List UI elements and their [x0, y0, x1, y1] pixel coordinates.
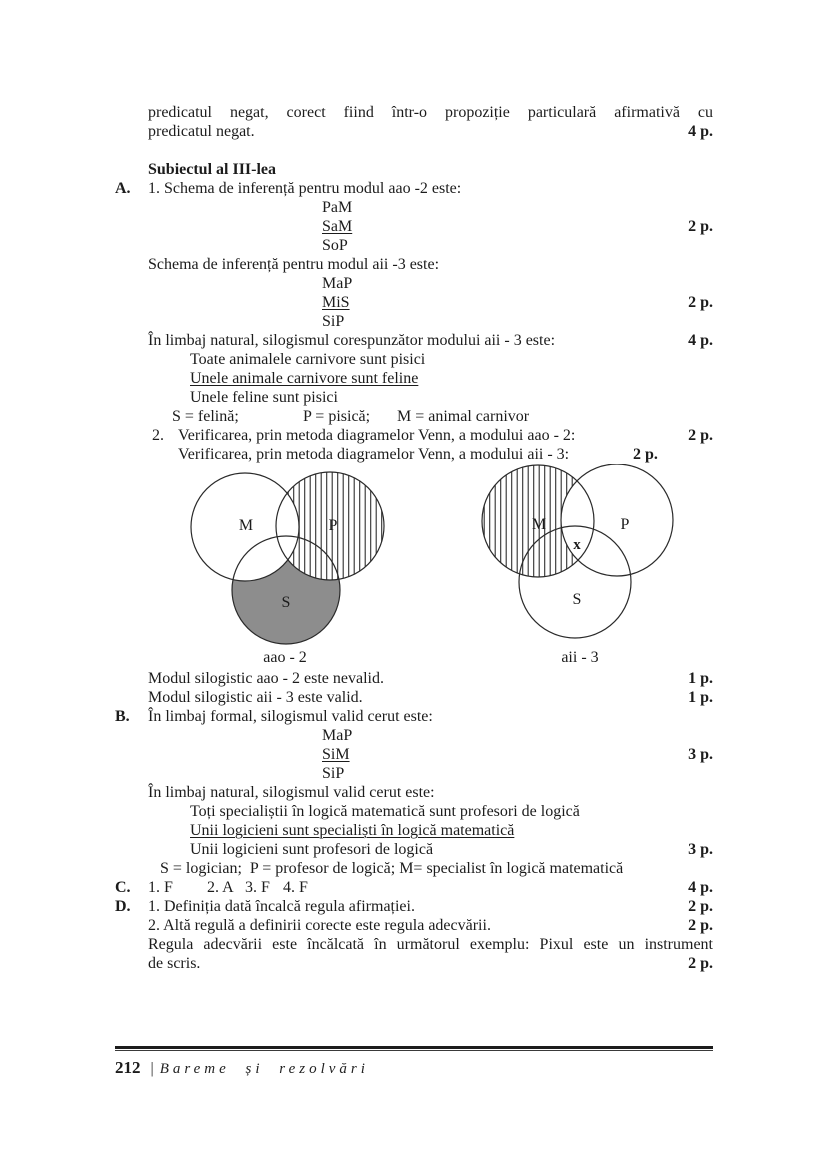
venn-label-p: P — [328, 517, 338, 534]
doc-line — [115, 897, 713, 916]
line-segment: 1. F — [148, 879, 173, 896]
doc-line — [115, 802, 713, 821]
doc-line — [115, 312, 713, 331]
line-text: MiS — [322, 294, 350, 311]
line-text: de scris. — [148, 955, 201, 972]
line-text: SiP — [322, 313, 345, 330]
points-value: 4 p. — [688, 332, 713, 349]
footer-rule — [115, 1046, 713, 1051]
line-text: MaP — [322, 727, 353, 744]
line-text: În limbaj natural, silogismul corespunzător modului aii - 3 este: — [148, 332, 556, 349]
doc-line — [115, 293, 713, 312]
points-value: 1 p. — [688, 670, 713, 687]
footer-separator: | — [150, 1060, 154, 1077]
line-text: 2. Altă regulă a definirii corecte este regula adecvării. — [148, 917, 491, 934]
points-value: 2 p. — [688, 427, 713, 444]
points-value: 2 p. — [688, 294, 713, 311]
line-segment: 4. F — [283, 879, 308, 896]
doc-line — [115, 878, 713, 897]
line-segment: P = pisică; — [303, 408, 371, 425]
doc-line — [115, 255, 713, 274]
line-text: Unele feline sunt pisici — [190, 389, 338, 406]
doc-line — [115, 707, 713, 726]
venn-caption-aii3: aii - 3 — [561, 649, 599, 666]
section-letter: C. — [115, 879, 131, 896]
line-text: predicatul negat, corect fiind într-o propoziție particulară afirmativă cu — [148, 104, 713, 121]
line-text: SaM — [322, 218, 353, 235]
doc-line — [115, 669, 713, 688]
section-letter: A. — [115, 180, 131, 197]
line-text: SiP — [322, 765, 345, 782]
line-text: Regula adecvării este încălcată în următorul exemplu: Pixul este un instrument — [148, 936, 713, 953]
venn-label-s: S — [572, 591, 582, 608]
line-text: Toți specialiștii în logică matematică sunt profesori de logică — [190, 803, 580, 820]
doc-line — [115, 350, 713, 369]
line-text: SoP — [322, 237, 348, 254]
doc-line — [115, 217, 713, 236]
doc-line — [115, 160, 713, 179]
venn-label-p: P — [620, 516, 630, 533]
doc-line — [115, 426, 713, 445]
line-segment: 3. F — [245, 879, 270, 896]
blank-line — [115, 141, 713, 160]
doc-line — [115, 369, 713, 388]
doc-line — [115, 236, 713, 255]
line-text — [148, 878, 713, 897]
doc-line — [115, 331, 713, 350]
line-text: Subiectul al III-lea — [148, 161, 277, 178]
line-text: În limbaj natural, silogismul valid cerut este: — [148, 784, 435, 801]
doc-line — [115, 179, 713, 198]
venn-aii3-figure — [465, 464, 695, 648]
page-footer — [115, 1046, 713, 1079]
line-segment: Verificarea, prin metoda diagramelor Venn, a modului aii - 3: — [178, 446, 570, 463]
line-segment: 2. — [152, 427, 164, 444]
points-value: 2 p. — [688, 955, 713, 972]
doc-line — [115, 916, 713, 935]
doc-line — [115, 688, 713, 707]
doc-line — [115, 445, 713, 464]
line-segment: S = felină; — [172, 408, 239, 425]
line-text: Unii logicieni sunt specialiști în logică matematică — [190, 822, 515, 839]
doc-line — [115, 859, 713, 878]
points-value: 4 p. — [688, 879, 713, 896]
line-text: SiM — [322, 746, 350, 763]
line-text — [152, 426, 713, 445]
venn-caption-aao2: aao - 2 — [263, 649, 307, 666]
line-text: Toate animalele carnivore sunt pisici — [190, 351, 426, 368]
section-letter: B. — [115, 708, 130, 725]
doc-line — [115, 726, 713, 745]
footer-title: Bareme și rezolvări — [159, 1061, 369, 1077]
page-number: 212 — [115, 1058, 141, 1077]
line-text: MaP — [322, 275, 353, 292]
line-text — [172, 407, 713, 426]
doc-line — [115, 745, 713, 764]
doc-line — [115, 954, 713, 973]
doc-line — [115, 407, 713, 426]
venn-label-x: x — [573, 537, 581, 553]
line-text: În limbaj formal, silogismul valid cerut este: — [148, 708, 433, 725]
doc-line — [115, 388, 713, 407]
venn-diagrams — [115, 464, 713, 669]
text-block-bottom — [115, 669, 713, 973]
venn-diagram-aii3 — [465, 464, 695, 667]
doc-line — [115, 935, 713, 954]
venn-diagram-aao2 — [170, 464, 400, 667]
section-letter: D. — [115, 898, 131, 915]
points-value: 3 p. — [688, 746, 713, 763]
line-text: S = logician; P = profesor de logică; M= specialist în logică matematică — [160, 860, 624, 877]
points-value: 2 p. — [688, 218, 713, 235]
points-value: 4 p. — [688, 123, 713, 140]
doc-line — [115, 764, 713, 783]
venn-aao2-figure — [170, 464, 400, 648]
venn-label-s: S — [281, 594, 291, 611]
line-text: predicatul negat. — [148, 123, 255, 140]
line-text: PaM — [322, 199, 353, 216]
text-block-top — [115, 103, 713, 464]
points-value: 1 p. — [688, 689, 713, 706]
line-text: 1. Schema de inferență pentru modul aao -2 este: — [148, 180, 462, 197]
line-text: Modul silogistic aao - 2 este nevalid. — [148, 670, 384, 687]
line-text — [178, 445, 713, 464]
points-value: 2 p. — [688, 898, 713, 915]
line-segment: M = animal carnivor — [397, 408, 530, 425]
line-segment: Verificarea, prin metoda diagramelor Venn, a modului aao - 2: — [178, 427, 576, 444]
doc-line — [115, 198, 713, 217]
doc-line — [115, 821, 713, 840]
line-segment: 2 p. — [633, 446, 658, 463]
page-content — [115, 103, 713, 973]
doc-line — [115, 840, 713, 859]
footer-text — [115, 1057, 713, 1079]
doc-line — [115, 783, 713, 802]
doc-line — [115, 122, 713, 141]
line-text: Unele animale carnivore sunt feline — [190, 370, 419, 387]
doc-line — [115, 103, 713, 122]
venn-label-m: M — [531, 516, 547, 533]
line-text: Modul silogistic aii - 3 este valid. — [148, 689, 363, 706]
line-text: Schema de inferență pentru modul aii -3 este: — [148, 256, 440, 273]
points-value: 3 p. — [688, 841, 713, 858]
venn-label-m: M — [238, 517, 254, 534]
line-segment: 2. A — [207, 879, 234, 896]
doc-line — [115, 274, 713, 293]
line-text: Unii logicieni sunt profesori de logică — [190, 841, 434, 858]
line-text: 1. Definiția dată încalcă regula afirmației. — [148, 898, 415, 915]
points-value: 2 p. — [688, 917, 713, 934]
